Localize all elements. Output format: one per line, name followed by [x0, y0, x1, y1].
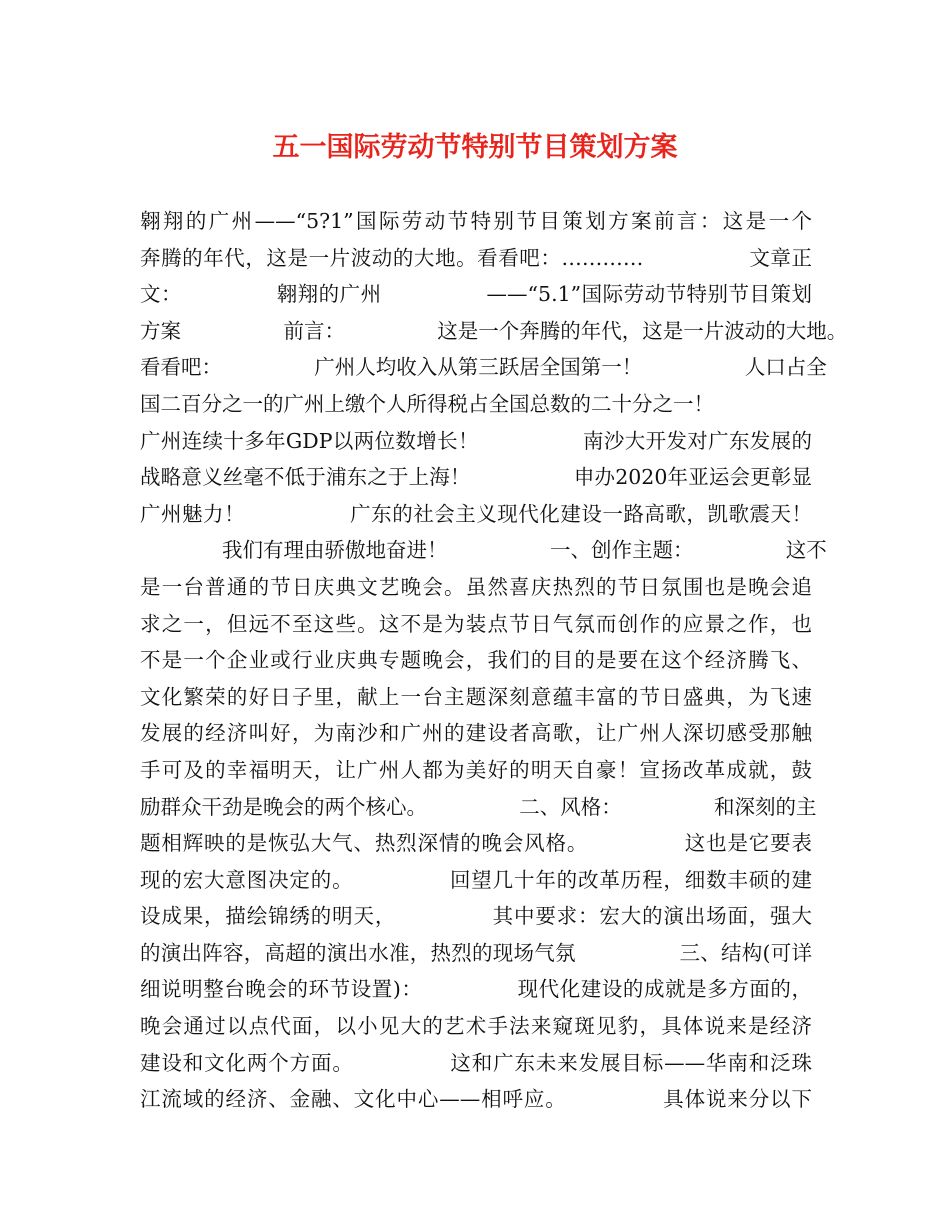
body-line: 战略意义丝毫不低于浦东之于上海！ 申办2020年亚运会更彰显 — [140, 465, 812, 490]
document-title: 五一国际劳动节特别节目策划方案 — [272, 132, 678, 163]
body-line: 文： 翱翔的广州 ——“5.1”国际劳动节特别节目策划 — [140, 282, 812, 307]
body-line: 现的宏大意图决定的。 回望几十年的改革历程，细数丰硕的建 — [140, 867, 812, 892]
body-line: 不是一个企业或行业庆典专题晚会，我们的目的是要在这个经济腾飞、 — [140, 648, 812, 673]
body-line: 细说明整台晚会的环节设置)： 现代化建设的成就是多方面的， — [140, 977, 812, 1002]
body-line: 文化繁荣的好日子里，献上一台主题深刻意蕴丰富的节日盛典，为飞速 — [140, 684, 812, 709]
body-line: 励群众干劲是晚会的两个核心。 二、风格： 和深刻的主 — [140, 794, 817, 819]
body-line: 题相辉映的是恢弘大气、热烈深情的晚会风格。 这也是它要表 — [140, 831, 812, 856]
body-line: 设成果，描绘锦绣的明天， 其中要求：宏大的演出场面，强大 — [140, 904, 812, 929]
body-line: 国二百分之一的广州上缴个人所得税占全国总数的二十分之一！ — [140, 391, 714, 416]
body-line: 建设和文化两个方面。 这和广东未来发展目标——华南和泛珠 — [140, 1050, 812, 1075]
body-line: 发展的经济叫好，为南沙和广州的建设者高歌，让广州人深切感受那触 — [140, 721, 812, 746]
body-line: 奔腾的年代，这是一片波动的大地。看看吧：………… 文章正 — [140, 245, 812, 270]
body-line: 我们有理由骄傲地奋进！ 一、创作主题： 这不 — [140, 538, 827, 563]
document-body — [140, 203, 848, 1118]
body-line: 的演出阵容，高超的演出水准，热烈的现场气氛 三、结构(可详 — [140, 940, 812, 965]
body-line: 翱翔的广州——“5?1”国际劳动节特别节目策划方案前言：这是一个 — [140, 209, 812, 233]
body-line: 方案 前言： 这是一个奔腾的年代，这是一片波动的大地。 — [140, 318, 848, 343]
body-line: 晚会通过以点代面，以小见大的艺术手法来窥斑见豹，具体说来是经济 — [140, 1014, 812, 1039]
body-line: 广州魅力！ 广东的社会主义现代化建设一路高歌，凯歌震天！ — [140, 501, 812, 526]
body-line: 广州连续十多年GDP以两位数增长！ 南沙大开发对广东发展的 — [140, 428, 812, 453]
body-line: 求之一，但远不至这些。这不是为装点节日气氛而创作的应景之作，也 — [140, 611, 812, 636]
body-line: 看看吧： 广州人均收入从第三跃居全国第一！ 人口占全 — [140, 355, 827, 380]
body-line: 手可及的幸福明天，让广州人都为美好的明天自豪！宣扬改革成就，鼓 — [140, 757, 812, 782]
body-line: 是一台普通的节日庆典文艺晚会。虽然喜庆热烈的节日氛围也是晚会追 — [140, 574, 812, 599]
body-line: 江流域的经济、金融、文化中心——相呼应。 具体说来分以下 — [140, 1087, 812, 1112]
